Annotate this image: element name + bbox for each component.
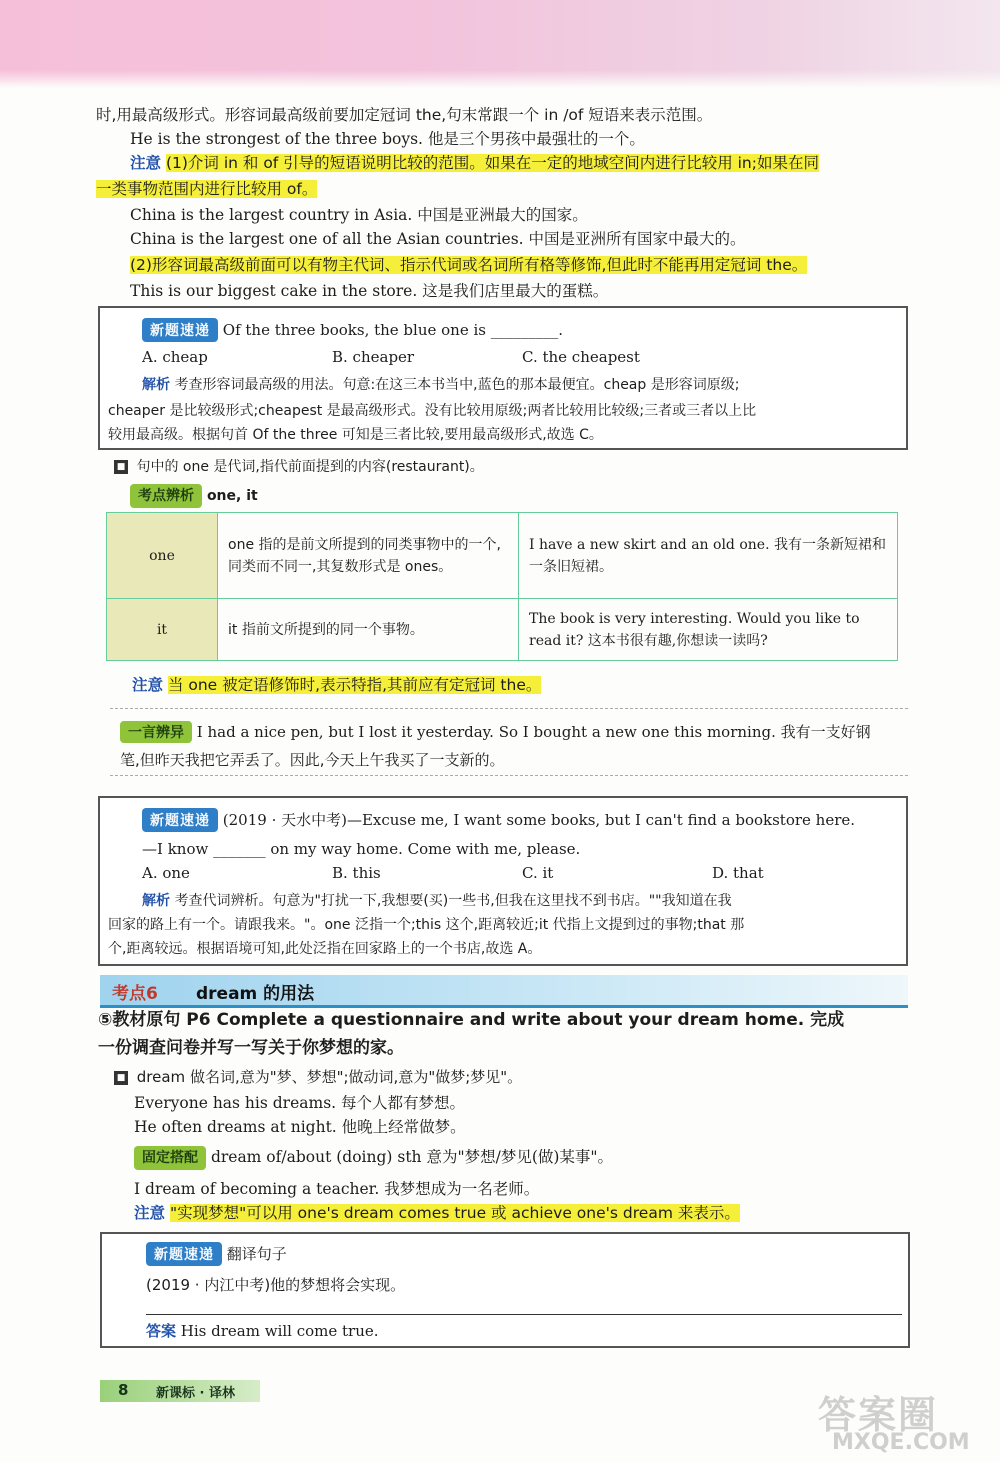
question-1-stem: Of the three books, the blue one is _________. — [222, 321, 564, 339]
note-1-text-1: (1)介词 in 和 of 引导的短语说明比较的范围。如果在一定的地域空间内进行比较用 in;如果在同 — [165, 154, 819, 172]
note-label: 注意 — [132, 676, 164, 694]
explanation-2-line-1 — [142, 890, 732, 910]
new-question-tag: 新题速递 — [142, 318, 218, 342]
dream-example-3: I dream of becoming a teacher. 我梦想成为一名老师。 — [134, 1180, 540, 1198]
fixed-collocation — [134, 1146, 613, 1170]
watermark-logo: 答案圈 — [818, 1393, 939, 1437]
answer-label: 答案 — [146, 1322, 177, 1340]
table-row — [107, 513, 898, 599]
table-desc-cell: it 指前文所提到的同一个事物。 — [218, 599, 519, 661]
question-box-3 — [100, 1232, 910, 1348]
option-c: C. it — [522, 864, 554, 882]
explanation-1-line-2: cheaper 是比较级形式;cheapest 是最高级形式。没有比较用原级;两者比较用比较级;三者或三者以上比 — [108, 403, 757, 419]
distinction-tag: 一言辨异 — [120, 721, 192, 743]
intro-line-1: 时,用最高级形式。形容词最高级前要加定冠词 the,句末常跟一个 in /of 短语来表示范围。 — [96, 106, 713, 124]
note-label: 注意 — [134, 1204, 166, 1222]
key-point-row — [130, 484, 258, 508]
explanation-2-text-1: 考查代词辨析。句意为"打扰一下,我想要(买)一些书,但我在这里找不到书店。""我知道在我 — [174, 893, 732, 909]
note-1 — [130, 152, 819, 174]
question-3-title-row — [146, 1242, 287, 1266]
table-desc-cell: one 指的是前文所提到的同类事物中的一个,同类而不同一,其复数形式是 ones。 — [218, 513, 519, 599]
note-3 — [132, 674, 541, 696]
distinction-text-1: I had a nice pen, but I lost it yesterday. So I bought a new one this morning. 我有一支好钢 — [196, 723, 871, 741]
option-a: A. one — [142, 864, 190, 882]
dream-definition-text: dream 做名词,意为"梦、梦想";做动词,意为"做梦;梦见"。 — [136, 1068, 523, 1086]
fixed-collocation-tag: 固定搭配 — [134, 1146, 206, 1170]
table-row — [107, 599, 898, 661]
key-point-title: one, it — [206, 488, 258, 504]
one-pronoun-note — [114, 456, 484, 478]
note-2 — [130, 254, 807, 276]
textbook-sentence-2: 一份调查问卷并写一写关于你梦想的家。 — [98, 1038, 404, 1058]
answer-text: His dream will come true. — [180, 1322, 379, 1340]
textbook-sentence-1: ⑤教材原句 P6 Complete a questionnaire and write about your dream home. 完成 — [98, 1010, 845, 1030]
example-1: China is the largest country in Asia. 中国是亚洲最大的国家。 — [130, 206, 588, 224]
question-box-2 — [98, 796, 908, 966]
example-3: This is our biggest cake in the store. 这是我们店里最大的蛋糕。 — [130, 282, 609, 300]
explanation-2-line-3: 个,距离较远。根据语境可知,此处泛指在回家路上的一个书店,故选 A。 — [108, 941, 542, 957]
option-b: B. cheaper — [332, 348, 415, 366]
example-2: China is the largest one of all the Asian countries. 中国是亚洲所有国家中最大的。 — [130, 230, 746, 248]
section-number: 考点6 — [112, 984, 158, 1004]
answer-row — [146, 1320, 379, 1341]
note-label: 注意 — [130, 154, 162, 172]
key-point-icon: ■ — [114, 1071, 128, 1085]
explanation-label: 解析 — [142, 377, 170, 393]
table-key-cell: one — [107, 513, 218, 599]
explanation-1-line-3: 较用最高级。根据句首 Of the three 可知是三者比较,要用最高级形式,故选 C。 — [108, 427, 603, 443]
table-example-cell: I have a new skirt and an old one. 我有一条新短裙和一条旧短裙。 — [519, 513, 898, 599]
question-2-stem-2: —I know _______ on my way home. Come with me, please. — [142, 840, 581, 858]
one-pronoun-note-text: 句中的 one 是代词,指代前面提到的内容(restaurant)。 — [136, 459, 484, 475]
table-key-cell: it — [107, 599, 218, 661]
series-name: 新课标 · 译林 — [156, 1386, 235, 1401]
distinction-line-2: 笔,但昨天我把它弄丢了。因此,今天上午我买了一支新的。 — [120, 751, 505, 769]
new-question-tag: 新题速递 — [142, 808, 218, 832]
header-band — [0, 0, 1000, 88]
question-2-stem-row — [142, 808, 855, 832]
question-3-stem: (2019 · 内江中考)他的梦想将会实现。 — [146, 1276, 406, 1294]
note-1-line-2 — [96, 178, 317, 200]
question-2-stem-1: (2019 · 天水中考)—Excuse me, I want some books, but I can't find a bookstore here. — [222, 811, 856, 829]
explanation-1-text-1: 考查形容词最高级的用法。句意:在这三本书当中,蓝色的那本最便宜。cheap 是形容词原级; — [174, 377, 740, 393]
option-b: B. this — [332, 864, 381, 882]
table-example-cell: The book is very interesting. Would you like to read it? 这本书很有趣,你想读一读吗? — [519, 599, 898, 661]
dream-definition — [114, 1066, 522, 1088]
note-1-text-2: 一类事物范围内进行比较用 of。 — [96, 180, 318, 198]
dream-example-1: Everyone has his dreams. 每个人都有梦想。 — [134, 1094, 466, 1112]
intro-line-2: He is the strongest of the three boys. 他是三个男孩中最强壮的一个。 — [130, 130, 645, 148]
key-point-icon: ■ — [114, 460, 128, 474]
question-box-1 — [98, 306, 908, 450]
question-3-title: 翻译句子 — [226, 1245, 287, 1263]
question-1-stem-row — [142, 318, 563, 342]
note-4-text: "实现梦想"可以用 one's dream comes true 或 achieve one's dream 来表示。 — [169, 1204, 740, 1222]
key-point-tag: 考点辨析 — [130, 484, 202, 508]
explanation-1-line-1 — [142, 374, 739, 394]
section-6-header — [100, 975, 908, 1008]
watermark-site: MXQE.COM — [832, 1430, 970, 1455]
answer-line — [146, 1314, 902, 1315]
page-number: 8 — [118, 1381, 129, 1399]
explanation-label: 解析 — [142, 893, 170, 909]
option-a: A. cheap — [142, 348, 208, 366]
note-2-text: (2)形容词最高级前面可以有物主代词、指示代词或名词所有格等修饰,但此时不能再用定冠词 the。 — [130, 256, 808, 274]
new-question-tag: 新题速递 — [146, 1242, 222, 1266]
distinction-line-1 — [120, 721, 871, 743]
page-footer — [100, 1380, 260, 1402]
one-phrase-distinction — [110, 708, 908, 776]
option-c: C. the cheapest — [522, 348, 640, 366]
option-d: D. that — [712, 864, 764, 882]
note-3-text: 当 one 被定语修饰时,表示特指,其前应有定冠词 the。 — [167, 676, 542, 694]
comparison-table — [106, 512, 898, 661]
dream-example-2: He often dreams at night. 他晚上经常做梦。 — [134, 1118, 466, 1136]
explanation-2-line-2: 回家的路上有一个。请跟我来。"。one 泛指一个;this 这个,距离较近;it 代指上文提到过的事物;that 那 — [108, 917, 745, 933]
note-4 — [134, 1202, 740, 1224]
fixed-collocation-text: dream of/about (doing) sth 意为"梦想/梦见(做)某事"。 — [210, 1148, 614, 1166]
section-title: dream 的用法 — [196, 984, 315, 1004]
